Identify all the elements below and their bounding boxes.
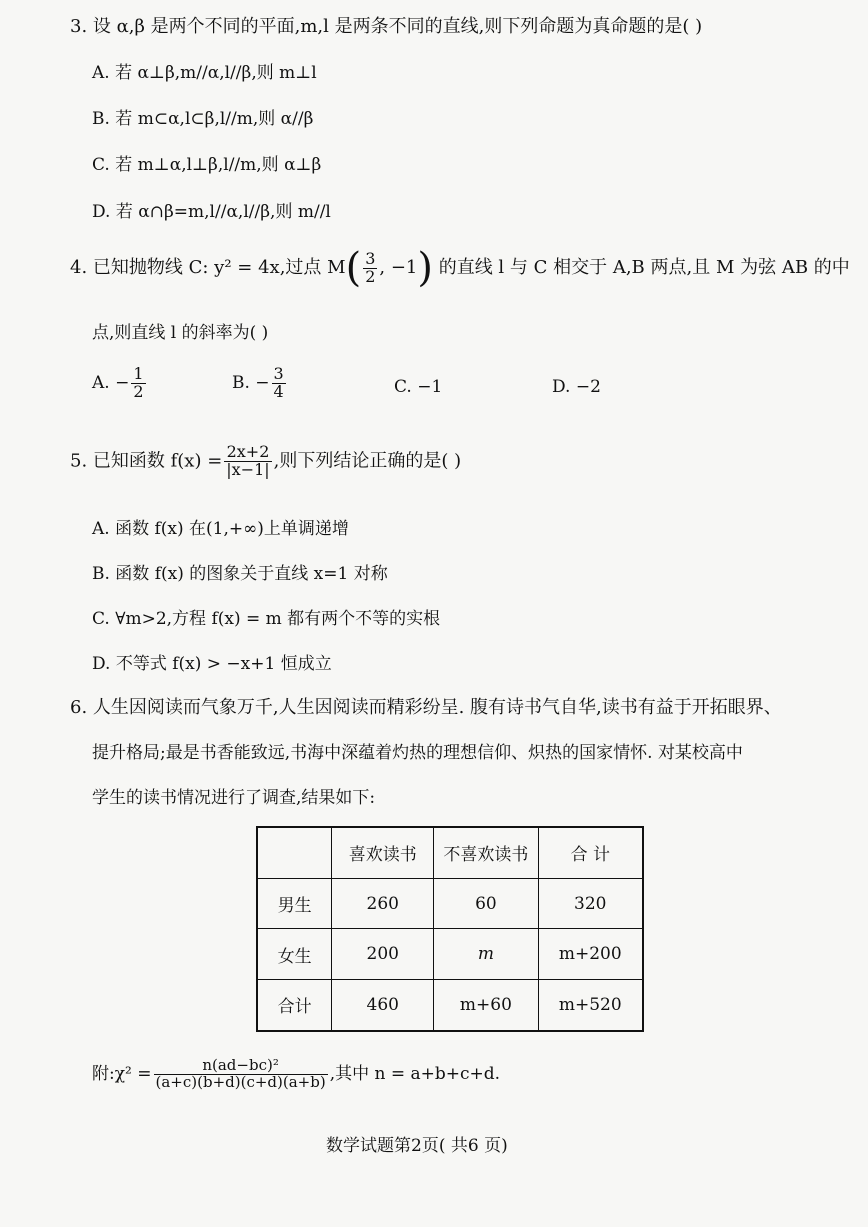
q4-stem-after: 的直线 l 与 C 相交于 A,B 两点,且 M 为弦 AB 的中 [438, 257, 850, 278]
q6-line-3: 学生的读书情况进行了调查,结果如下: [92, 788, 376, 808]
table-header-cell: 不喜欢读书 [434, 827, 538, 878]
q5-function-fraction [224, 444, 271, 479]
table-cell: 合计 [257, 979, 332, 1031]
q3-option-c: C. 若 m⊥α,l⊥β,l//m,则 α⊥β [92, 155, 322, 175]
q4-point-num: 3 [365, 248, 376, 268]
q5-stem-before: 5. 已知函数 f(x) = [70, 450, 223, 472]
q3-option-a: A. 若 α⊥β,m//α,l//β,则 m⊥l [92, 63, 317, 83]
chi-square-formula [92, 1058, 500, 1091]
q4-option-b [232, 366, 288, 401]
table-cell: m+520 [538, 979, 643, 1031]
table-header-cell: 喜欢读书 [332, 827, 434, 878]
right-paren: ) [417, 245, 433, 291]
q4-option-a-den: 2 [133, 381, 144, 401]
q5-option-b: B. 函数 f(x) 的图象关于直线 x=1 对称 [92, 564, 388, 584]
page-footer: 数学试题第2页( 共6 页) [326, 1136, 508, 1156]
table-header-cell [257, 827, 332, 878]
q4-option-b-num: 3 [273, 364, 284, 383]
q3-stem: 3. 设 α,β 是两个不同的平面,m,l 是两条不同的直线,则下列命题为真命题的是( ) [70, 16, 703, 37]
q4-option-b-label: B. − [232, 372, 270, 393]
q4-option-b-den: 4 [273, 381, 284, 401]
q4-option-c: C. −1 [394, 377, 443, 397]
table-header-row [257, 827, 643, 878]
q5-option-a: A. 函数 f(x) 在(1,+∞)上单调递增 [92, 519, 349, 539]
q6-line-2: 提升格局;最是书香能致远,书海中深蕴着灼热的理想信仰、炽热的国家情怀. 对某校高中 [92, 743, 743, 763]
q4-stem-line2: 点,则直线 l 的斜率为( ) [92, 323, 269, 343]
survey-table [256, 826, 644, 1032]
q4-stem [70, 245, 850, 291]
q4-option-a-num: 1 [133, 364, 144, 383]
left-paren: ( [345, 245, 362, 291]
q5-func-den: |x−1| [226, 459, 270, 479]
table-cell: m [434, 929, 538, 980]
table-cell: 460 [332, 979, 434, 1031]
q5-func-num: 2x+2 [226, 442, 270, 461]
q3-option-b: B. 若 m⊂α,l⊂β,l//m,则 α//β [92, 109, 314, 129]
q4-option-d: D. −2 [552, 377, 601, 397]
table-row [257, 929, 643, 980]
q3-option-d: D. 若 α∩β=m,l//α,l//β,则 m//l [92, 202, 331, 222]
q4-option-a-label: A. − [92, 372, 130, 393]
table-cell: 女生 [257, 929, 332, 980]
formula-tail: ,其中 n = a+b+c+d. [329, 1063, 501, 1084]
table-cell: m+60 [434, 979, 538, 1031]
table-cell: 260 [332, 878, 434, 929]
table-row [257, 979, 643, 1031]
table-cell: m+200 [538, 929, 643, 980]
q5-option-c: C. ∀m>2,方程 f(x) = m 都有两个不等的实根 [92, 609, 441, 629]
table-cell: 320 [538, 878, 643, 929]
formula-denominator: (a+c)(b+d)(c+d)(a+b) [155, 1072, 326, 1091]
formula-fraction [154, 1058, 328, 1091]
q4-point-tail: , −1 [379, 257, 418, 278]
q4-option-a-fraction [131, 366, 145, 401]
table-header-cell: 合 计 [538, 827, 643, 878]
table-cell: 200 [332, 929, 434, 980]
formula-numerator: n(ad−bc)² [202, 1056, 279, 1074]
q5-option-d: D. 不等式 f(x) > −x+1 恒成立 [92, 654, 332, 674]
table-row [257, 878, 643, 929]
q4-point-fraction [363, 248, 377, 286]
q4-option-b-fraction [272, 366, 286, 401]
q6-line-1: 6. 人生因阅读而气象万千,人生因阅读而精彩纷呈. 腹有诗书气自华,读书有益于开拓眼界、 [70, 697, 782, 718]
q4-point-den: 2 [365, 266, 376, 286]
q4-option-a [92, 366, 148, 401]
q4-stem-before: 4. 已知抛物线 C: y² = 4x,过点 M [70, 257, 346, 278]
q5-stem [70, 444, 461, 479]
q5-stem-after: ,则下列结论正确的是( ) [273, 450, 462, 472]
table-cell: 60 [434, 878, 538, 929]
formula-label: 附:χ² = [92, 1063, 152, 1084]
table-cell: 男生 [257, 878, 332, 929]
